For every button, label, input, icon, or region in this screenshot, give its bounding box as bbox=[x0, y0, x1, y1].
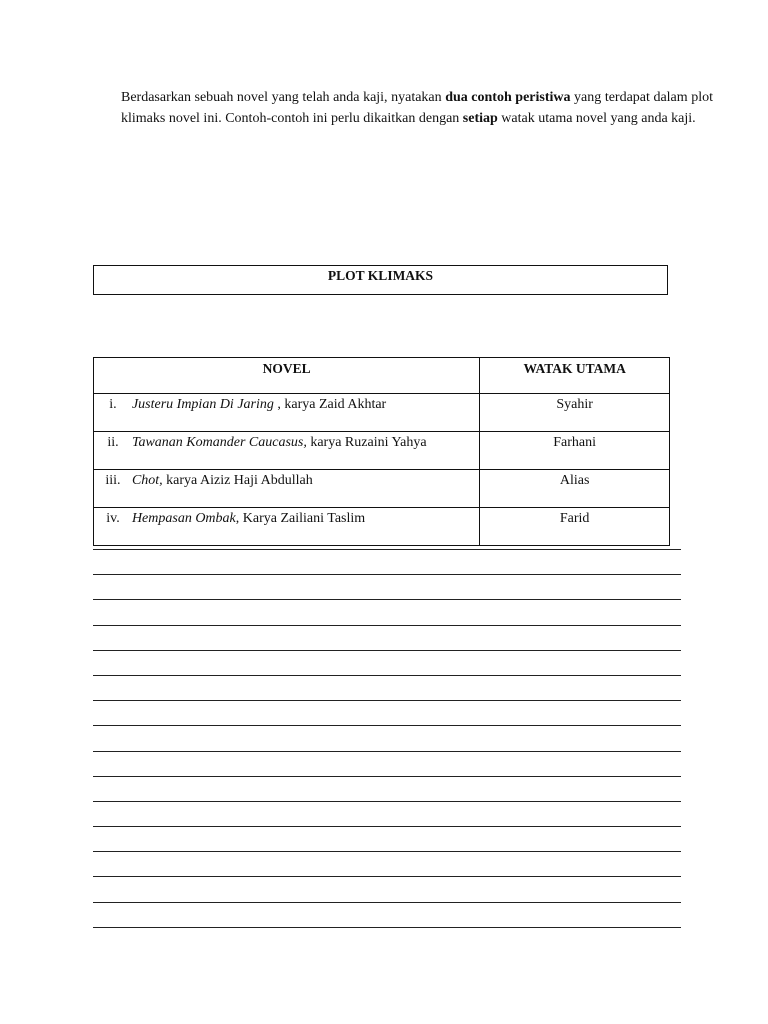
character-cell: Farid bbox=[480, 508, 670, 546]
novel-cell bbox=[132, 432, 480, 470]
novel-title: Tawanan Komander Caucasus, bbox=[131, 435, 307, 450]
novel-cell bbox=[132, 394, 480, 432]
question-part-3: watak utama novel yang anda kaji. bbox=[497, 111, 696, 126]
novel-title: Chot, bbox=[131, 473, 163, 488]
row-number: iii. bbox=[94, 470, 132, 508]
answer-line bbox=[93, 902, 681, 903]
answer-lines bbox=[93, 549, 681, 952]
answer-line bbox=[93, 574, 681, 575]
character-cell: Farhani bbox=[480, 432, 670, 470]
table-row bbox=[94, 508, 670, 546]
answer-line bbox=[93, 801, 681, 802]
novel-title: Justeru Impian Di Jaring bbox=[131, 397, 274, 412]
answer-line bbox=[93, 751, 681, 752]
table-row bbox=[94, 394, 670, 432]
novel-author: karya Zaid Akhtar bbox=[284, 397, 387, 412]
novel-table bbox=[93, 357, 670, 546]
plot-klimaks-box bbox=[93, 265, 668, 295]
row-number: ii. bbox=[94, 432, 132, 470]
plot-klimaks-title: PLOT KLIMAKS bbox=[327, 268, 434, 283]
answer-line bbox=[93, 927, 681, 928]
novel-title: Hempasan Ombak bbox=[131, 511, 236, 526]
answer-line bbox=[93, 675, 681, 676]
novel-cell bbox=[132, 508, 480, 546]
answer-line bbox=[93, 625, 681, 626]
row-number: iv. bbox=[94, 508, 132, 546]
question-emphasis-2: setiap bbox=[462, 111, 498, 126]
header-novel: NOVEL bbox=[94, 358, 480, 394]
novel-separator: , bbox=[273, 397, 285, 412]
answer-line bbox=[93, 549, 681, 550]
novel-author: karya Ruzaini Yahya bbox=[310, 435, 427, 450]
answer-line bbox=[93, 650, 681, 651]
question-text bbox=[121, 87, 713, 129]
answer-line bbox=[93, 826, 681, 827]
table-header-row bbox=[94, 358, 670, 394]
novel-author: Karya Zailiani Taslim bbox=[242, 511, 366, 526]
table-row bbox=[94, 470, 670, 508]
row-number: i. bbox=[94, 394, 132, 432]
answer-line bbox=[93, 776, 681, 777]
answer-line bbox=[93, 851, 681, 852]
question-part-2: yang terdapat dalam plot klimaks novel ini. Contoh-contoh ini perlu dikaitkan dengan bbox=[121, 90, 713, 126]
question-emphasis-1: dua contoh peristiwa bbox=[445, 90, 571, 105]
question-part-1: Berdasarkan sebuah novel yang telah anda kaji, nyatakan bbox=[121, 90, 446, 105]
character-cell: Syahir bbox=[480, 394, 670, 432]
answer-line bbox=[93, 725, 681, 726]
answer-line bbox=[93, 599, 681, 600]
novel-separator: , bbox=[235, 511, 243, 526]
character-cell: Alias bbox=[480, 470, 670, 508]
novel-cell bbox=[132, 470, 480, 508]
novel-author: karya Aiziz Haji Abdullah bbox=[166, 473, 313, 488]
answer-line bbox=[93, 700, 681, 701]
answer-line bbox=[93, 876, 681, 877]
header-watak-utama: WATAK UTAMA bbox=[480, 358, 670, 394]
table-row bbox=[94, 432, 670, 470]
